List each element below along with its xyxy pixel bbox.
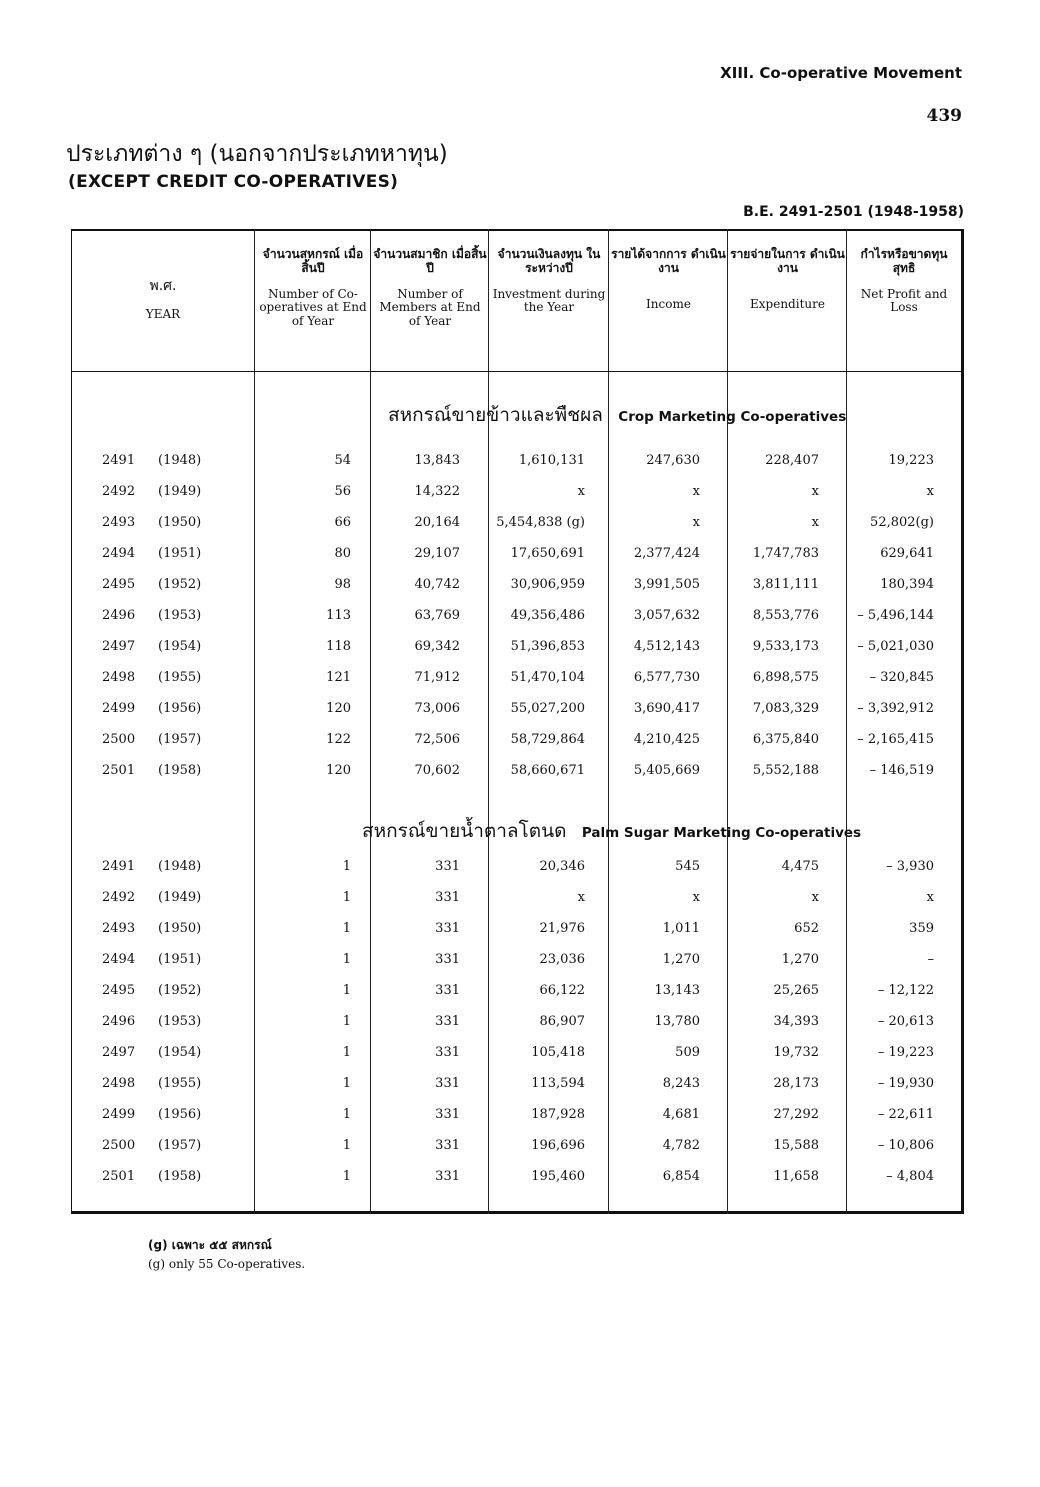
year-ce-cell: (1954) [158,1045,202,1060]
members-cell: 331 [435,952,460,967]
header-investment-english: Investment during the Year [492,286,606,315]
investment-cell: x [577,890,585,905]
cooperatives-cell: 122 [326,732,351,747]
table-row [71,1104,964,1128]
net-cell: – 22,611 [877,1107,934,1122]
table-row [71,1042,964,1066]
cooperatives-cell: 1 [342,983,351,998]
cooperatives-cell: 1 [342,1138,351,1153]
income-cell: 1,270 [662,952,700,967]
members-cell: 71,912 [414,670,460,685]
members-cell: 331 [435,859,460,874]
header-expenditure-english: Expenditure [750,296,825,311]
expenditure-cell: 9,533,173 [752,639,819,654]
cooperatives-cell: 1 [342,1107,351,1122]
header-year-thai: พ.ศ. [149,278,177,294]
year-be-cell: 2498 [102,670,136,685]
net-cell: – 2,165,415 [857,732,934,747]
net-cell: – 320,845 [869,670,934,685]
year-be-cell: 2493 [102,515,136,530]
expenditure-cell: 1,747,783 [752,546,819,561]
expenditure-cell: 27,292 [773,1107,819,1122]
header-divider [71,371,964,372]
footnote-english: (g) only 55 Co-operatives. [148,1256,306,1271]
income-cell: 13,780 [654,1014,700,1029]
investment-cell: 5,454,838 (g) [496,515,585,530]
members-cell: 331 [435,1169,460,1184]
header-net-thai: กำไรหรือขาดทุน สุทธิ [860,247,948,275]
expenditure-cell: 11,658 [773,1169,819,1184]
expenditure-cell: 228,407 [765,453,819,468]
investment-cell: 187,928 [531,1107,585,1122]
net-cell: 629,641 [880,546,934,561]
income-cell: 5,405,669 [633,763,700,778]
header-income-english: Income [646,296,691,311]
income-cell: 6,854 [662,1169,700,1184]
expenditure-cell: x [811,515,819,530]
expenditure-cell: 6,375,840 [752,732,819,747]
investment-cell: 58,729,864 [510,732,585,747]
expenditure-cell: 7,083,329 [752,701,819,716]
footnote-thai: (g) เฉพาะ ๕๕ สหกรณ์ [148,1238,272,1252]
header-year-english: YEAR [145,307,181,322]
table-row [71,1011,964,1035]
table-row [71,949,964,973]
investment-cell: 195,460 [531,1169,585,1184]
income-cell: 4,782 [662,1138,700,1153]
investment-cell: 21,976 [539,921,585,936]
income-cell: 4,512,143 [633,639,700,654]
year-be-cell: 2501 [102,763,136,778]
table-row [71,856,964,880]
expenditure-cell: 28,173 [773,1076,819,1091]
table-row [71,481,964,505]
cooperatives-cell: 1 [342,921,351,936]
table-row [71,1166,964,1190]
expenditure-cell: 1,270 [781,952,819,967]
year-be-cell: 2499 [102,701,136,716]
net-cell: 19,223 [888,453,934,468]
period-label: B.E. 2491-2501 (1948-1958) [743,204,964,220]
members-cell: 331 [435,921,460,936]
net-cell: – 5,021,030 [857,639,934,654]
expenditure-cell: x [811,484,819,499]
investment-cell: 1,610,131 [518,453,585,468]
net-cell: – 20,613 [877,1014,934,1029]
expenditure-cell: 6,898,575 [752,670,819,685]
investment-cell: 20,346 [539,859,585,874]
net-cell: – 10,806 [877,1138,934,1153]
cooperatives-cell: 1 [342,890,351,905]
year-ce-cell: (1952) [158,983,202,998]
income-cell: 4,681 [662,1107,700,1122]
year-be-cell: 2494 [102,952,136,967]
year-be-cell: 2499 [102,1107,136,1122]
table-row [71,543,964,567]
income-cell: 13,143 [654,983,700,998]
investment-cell: x [577,484,585,499]
table-row [71,980,964,1004]
cooperatives-cell: 80 [334,546,351,561]
year-be-cell: 2495 [102,983,136,998]
footnotes [148,1236,305,1273]
members-cell: 73,006 [414,701,460,716]
cooperatives-cell: 120 [326,763,351,778]
members-cell: 63,769 [414,608,460,623]
investment-cell: 105,418 [531,1045,585,1060]
year-ce-cell: (1949) [158,484,202,499]
section-title-palm-english: Palm Sugar Marketing Co-operatives [581,825,862,841]
cooperatives-cell: 120 [326,701,351,716]
header-investment [490,248,608,315]
year-ce-cell: (1958) [158,1169,202,1184]
members-cell: 40,742 [414,577,460,592]
header-expenditure [729,248,846,311]
year-ce-cell: (1948) [158,453,202,468]
cooperatives-cell: 1 [342,1014,351,1029]
table-row [71,918,964,942]
year-ce-cell: (1956) [158,1107,202,1122]
section-title-palm-thai: สหกรณ์ขายน้ำตาลโตนด [362,820,567,842]
income-cell: 6,577,730 [633,670,700,685]
table-row [71,574,964,598]
cooperatives-cell: 66 [334,515,351,530]
year-ce-cell: (1950) [158,515,202,530]
cooperatives-cell: 1 [342,1169,351,1184]
year-be-cell: 2491 [102,453,136,468]
income-cell: 4,210,425 [633,732,700,747]
section-title-crop-english: Crop Marketing Co-operatives [618,409,847,425]
header-income-thai: รายได้จากการ ดำเนินงาน [611,247,726,275]
income-cell: x [692,515,700,530]
year-be-cell: 2496 [102,1014,136,1029]
income-cell: 3,991,505 [633,577,700,592]
members-cell: 331 [435,1014,460,1029]
year-be-cell: 2496 [102,608,136,623]
year-be-cell: 2497 [102,1045,136,1060]
investment-cell: 66,122 [539,983,585,998]
year-ce-cell: (1951) [158,952,202,967]
income-cell: 8,243 [662,1076,700,1091]
income-cell: x [692,890,700,905]
expenditure-cell: 4,475 [781,859,819,874]
page-number: 439 [926,106,962,126]
year-be-cell: 2498 [102,1076,136,1091]
table-row [71,450,964,474]
year-ce-cell: (1948) [158,859,202,874]
income-cell: 545 [675,859,700,874]
title-english: (EXCEPT CREDIT CO-OPERATIVES) [68,172,399,192]
year-ce-cell: (1957) [158,732,202,747]
net-cell: 52,802(g) [870,515,934,530]
cooperatives-cell: 56 [334,484,351,499]
investment-cell: 17,650,691 [510,546,585,561]
investment-cell: 58,660,671 [510,763,585,778]
expenditure-cell: 3,811,111 [752,577,819,592]
income-cell: 247,630 [646,453,700,468]
investment-cell: 30,906,959 [510,577,585,592]
year-be-cell: 2500 [102,1138,136,1153]
members-cell: 331 [435,1076,460,1091]
chapter-heading: XIII. Co-operative Movement [720,64,962,82]
cooperatives-cell: 54 [334,453,351,468]
investment-cell: 196,696 [531,1138,585,1153]
members-cell: 70,602 [414,763,460,778]
title-thai: ประเภทต่าง ๆ (นอกจากประเภทหาทุน) [66,141,448,167]
expenditure-cell: 8,553,776 [752,608,819,623]
investment-cell: 23,036 [539,952,585,967]
year-be-cell: 2493 [102,921,136,936]
members-cell: 20,164 [414,515,460,530]
year-be-cell: 2500 [102,732,136,747]
year-be-cell: 2501 [102,1169,136,1184]
net-cell: x [926,484,934,499]
table-row [71,760,964,784]
income-cell: 3,057,632 [633,608,700,623]
expenditure-cell: 15,588 [773,1138,819,1153]
members-cell: 331 [435,890,460,905]
net-cell: 359 [909,921,934,936]
investment-cell: 55,027,200 [510,701,585,716]
year-be-cell: 2492 [102,890,136,905]
members-cell: 331 [435,1107,460,1122]
cooperatives-cell: 98 [334,577,351,592]
header-year [72,278,254,322]
header-investment-thai: จำนวนเงินลงทุน ในระหว่างปี [497,247,601,275]
members-cell: 72,506 [414,732,460,747]
year-ce-cell: (1950) [158,921,202,936]
header-expenditure-thai: รายจ่ายในการ ดำเนินงาน [730,247,845,275]
header-members-thai: จำนวนสมาชิก เมื่อสิ้นปี [373,247,487,275]
cooperatives-cell: 1 [342,1076,351,1091]
table-row [71,1135,964,1159]
table-row [71,1073,964,1097]
year-ce-cell: (1954) [158,639,202,654]
table-row [71,887,964,911]
investment-cell: 86,907 [539,1014,585,1029]
section-title-crop-thai: สหกรณ์ขายข้าวและพืชผล [388,404,603,426]
year-ce-cell: (1953) [158,1014,202,1029]
year-ce-cell: (1955) [158,670,202,685]
header-net-english: Net Profit and Loss [860,286,948,315]
members-cell: 331 [435,1045,460,1060]
income-cell: 509 [675,1045,700,1060]
investment-cell: 49,356,486 [510,608,585,623]
investment-cell: 51,470,104 [510,670,585,685]
members-cell: 331 [435,1138,460,1153]
year-be-cell: 2497 [102,639,136,654]
net-cell: 180,394 [880,577,934,592]
table-row [71,605,964,629]
expenditure-cell: 34,393 [773,1014,819,1029]
income-cell: 3,690,417 [633,701,700,716]
cooperatives-cell: 1 [342,859,351,874]
expenditure-cell: x [811,890,819,905]
net-cell: – 19,930 [877,1076,934,1091]
header-net [848,248,960,315]
income-cell: x [692,484,700,499]
cooperatives-cell: 121 [326,670,351,685]
net-cell: – [927,952,934,967]
year-ce-cell: (1949) [158,890,202,905]
year-be-cell: 2492 [102,484,136,499]
net-cell: – 146,519 [869,763,934,778]
net-cell: x [926,890,934,905]
year-ce-cell: (1958) [158,763,202,778]
table-row [71,636,964,660]
year-be-cell: 2494 [102,546,136,561]
cooperatives-cell: 118 [326,639,351,654]
year-ce-cell: (1952) [158,577,202,592]
header-cooperatives [256,248,370,329]
net-cell: – 12,122 [877,983,934,998]
income-cell: 1,011 [662,921,700,936]
expenditure-cell: 19,732 [773,1045,819,1060]
members-cell: 331 [435,983,460,998]
year-ce-cell: (1953) [158,608,202,623]
investment-cell: 113,594 [531,1076,585,1091]
year-be-cell: 2495 [102,577,136,592]
net-cell: – 3,392,912 [857,701,934,716]
net-cell: – 3,930 [886,859,934,874]
header-cooperatives-english: Number of Co-operatives at End of Year [259,286,367,329]
income-cell: 2,377,424 [633,546,700,561]
header-cooperatives-thai: จำนวนสหกรณ์ เมื่อสิ้นปี [262,247,364,275]
members-cell: 13,843 [414,453,460,468]
net-cell: – 4,804 [886,1169,934,1184]
members-cell: 69,342 [414,639,460,654]
header-members-english: Number of Members at End of Year [379,286,481,329]
expenditure-cell: 5,552,188 [752,763,819,778]
cooperatives-cell: 1 [342,1045,351,1060]
section-title-crop [388,400,846,430]
table-row [71,512,964,536]
net-cell: – 5,496,144 [857,608,934,623]
expenditure-cell: 25,265 [773,983,819,998]
table-row [71,729,964,753]
members-cell: 29,107 [414,546,460,561]
year-ce-cell: (1956) [158,701,202,716]
net-cell: – 19,223 [877,1045,934,1060]
section-title-palm [362,816,861,846]
cooperatives-cell: 1 [342,952,351,967]
cooperatives-cell: 113 [326,608,351,623]
year-ce-cell: (1957) [158,1138,202,1153]
expenditure-cell: 652 [794,921,819,936]
table-row [71,698,964,722]
header-members [372,248,488,329]
members-cell: 14,322 [414,484,460,499]
investment-cell: 51,396,853 [510,639,585,654]
header-income [610,248,727,311]
year-be-cell: 2491 [102,859,136,874]
year-ce-cell: (1951) [158,546,202,561]
table-row [71,667,964,691]
year-ce-cell: (1955) [158,1076,202,1091]
